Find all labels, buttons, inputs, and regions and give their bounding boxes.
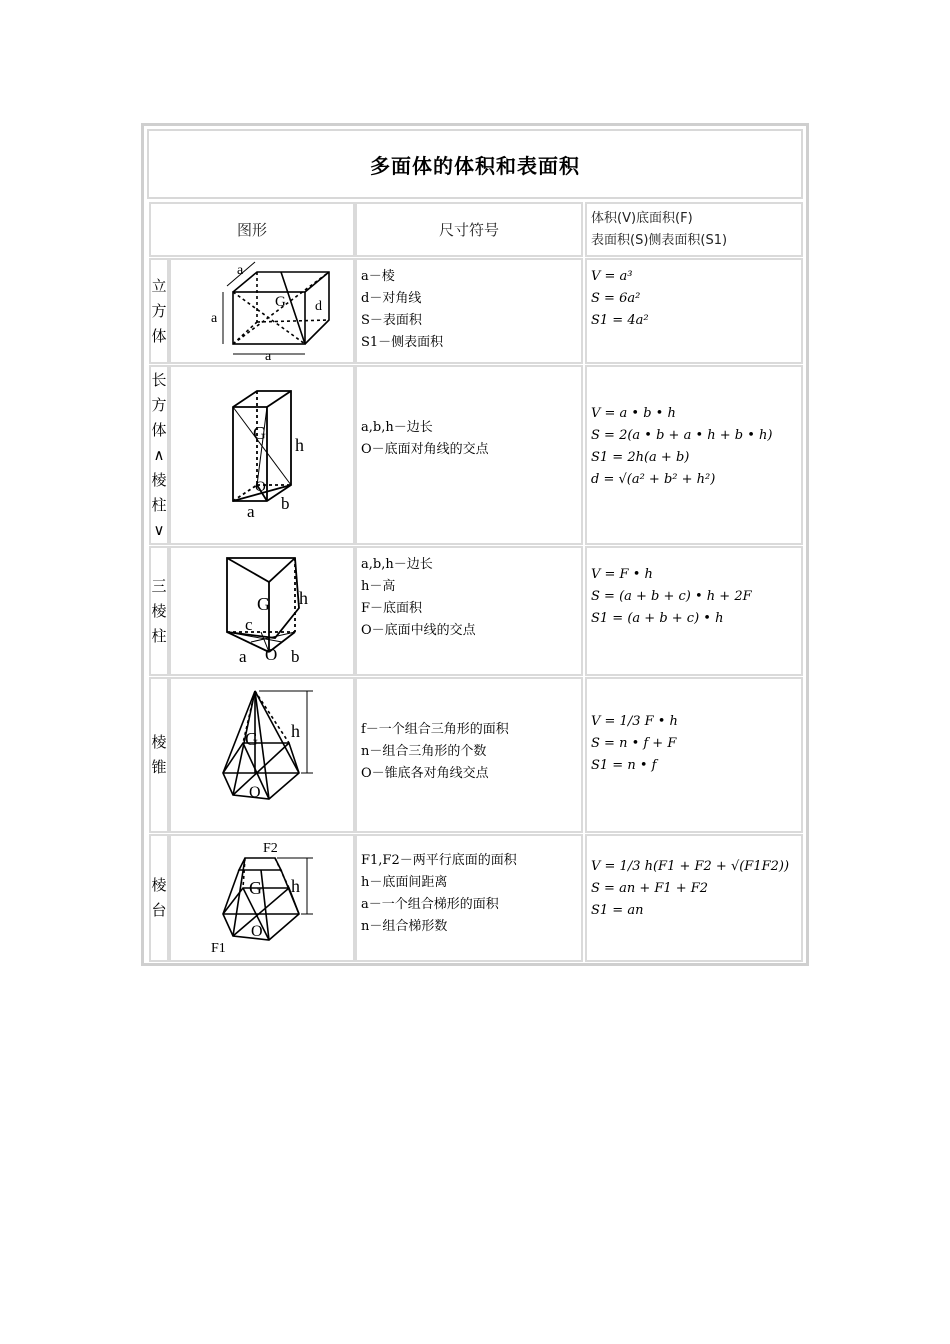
symbols-pyramid (355, 677, 583, 833)
label-b: b (281, 494, 290, 513)
formulas-frustum (585, 834, 803, 962)
label-a-bottom: a (265, 349, 272, 362)
symbol-line: F1,F2－两平行底面的面积 (361, 853, 517, 868)
name-char: 棱 (151, 470, 167, 489)
label-h: h (291, 721, 300, 741)
symbol-line: a－棱 (361, 269, 395, 284)
formula-line: V = a³ (591, 269, 633, 284)
symbol-line: n－组合梯形数 (361, 919, 448, 934)
label-g: G (253, 423, 266, 443)
row-name-cuboid (149, 365, 169, 545)
name-char: 三 (151, 576, 167, 595)
formula-line: S1 = an (591, 903, 644, 918)
label-g: G (257, 594, 270, 614)
symbol-line: O－底面对角线的交点 (361, 442, 489, 457)
cuboid-diagram (171, 367, 353, 543)
name-char: ∧ (153, 445, 165, 464)
triangular-prism-diagram (171, 548, 353, 674)
label-o: O (255, 479, 266, 495)
name-char: 柱 (151, 495, 167, 514)
figure-cuboid (169, 365, 355, 545)
formula-line: S = n • f + F (591, 736, 677, 751)
table-title: 多面体的体积和表面积 (147, 129, 803, 199)
symbol-line: n－组合三角形的个数 (361, 744, 487, 759)
header-formula-line1: 体积(V)底面积(F) (591, 211, 693, 226)
label-a: a (239, 647, 247, 666)
formula-line: V = 1/3 F • h (591, 714, 678, 729)
formula-line: V = F • h (591, 567, 653, 582)
symbol-line: f－一个组合三角形的面积 (361, 722, 509, 737)
symbol-line: S－表面积 (361, 313, 422, 328)
name-char: 方 (151, 301, 167, 320)
label-f1: F1 (211, 941, 226, 956)
symbol-line: S1－侧表面积 (361, 335, 444, 350)
label-h: h (295, 435, 304, 455)
symbol-line: O－底面中线的交点 (361, 623, 476, 638)
symbol-line: O－锥底各对角线交点 (361, 766, 489, 781)
name-char: 体 (151, 420, 167, 439)
name-char: ∨ (153, 520, 165, 539)
symbol-line: d－对角线 (361, 291, 422, 306)
header-figure: 图形 (149, 202, 355, 257)
figure-triangular-prism (169, 546, 355, 676)
symbols-triangular-prism (355, 546, 583, 676)
formula-line: S = (a + b + c) • h + 2F (591, 589, 752, 604)
figure-pyramid (169, 677, 355, 833)
row-name-frustum (149, 834, 169, 962)
label-f2: F2 (263, 841, 278, 856)
symbols-cube (355, 258, 583, 364)
frustum-diagram (171, 836, 353, 960)
formula-line: S1 = 2h(a + b) (591, 450, 690, 465)
formula-line: S1 = n • f (591, 758, 657, 773)
symbols-cuboid (355, 365, 583, 545)
name-char: 棱 (151, 876, 167, 894)
symbol-line: a,b,h－边长 (361, 557, 433, 572)
label-c: c (245, 615, 253, 634)
formula-line: S1 = (a + b + c) • h (591, 611, 724, 626)
name-char: 体 (151, 326, 167, 345)
formula-line: S = 6a² (591, 291, 641, 306)
pyramid-diagram (171, 679, 353, 831)
label-b: b (291, 647, 300, 666)
symbols-frustum (355, 834, 583, 962)
label-h: h (299, 588, 308, 608)
formula-line: V = 1/3 h(F1 + F2 + √(F1F2)) (591, 859, 790, 874)
label-h: h (291, 876, 300, 896)
label-o: O (265, 645, 278, 664)
label-g: G (245, 729, 258, 749)
label-g: G (249, 878, 262, 898)
formula-line: V = a • b • h (591, 406, 676, 421)
header-symbols: 尺寸符号 (355, 202, 583, 257)
cube-diagram (171, 260, 353, 362)
name-char: 棱 (151, 733, 167, 751)
name-char: 台 (151, 901, 167, 919)
formulas-cuboid (585, 365, 803, 545)
formula-line: S = an + F1 + F2 (591, 881, 709, 896)
figure-cube (169, 258, 355, 364)
name-char: 棱 (151, 601, 167, 620)
label-a-left: a (211, 311, 218, 326)
formula-table (141, 123, 809, 966)
label-o: O (251, 923, 263, 940)
header-formula-line2: 表面积(S)侧表面积(S1) (591, 233, 728, 248)
formulas-pyramid (585, 677, 803, 833)
label-g: G (275, 294, 286, 310)
symbol-line: h－高 (361, 579, 396, 594)
row-name-cube (149, 258, 169, 364)
formula-line: d = √(a² + b² + h²) (591, 472, 716, 487)
row-name-triangular-prism (149, 546, 169, 676)
label-a-top: a (237, 263, 244, 278)
formulas-triangular-prism (585, 546, 803, 676)
name-char: 方 (151, 395, 167, 414)
figure-frustum (169, 834, 355, 962)
symbol-line: a,b,h－边长 (361, 420, 433, 435)
label-d: d (315, 299, 322, 314)
row-name-pyramid (149, 677, 169, 833)
name-char: 长 (151, 370, 167, 389)
formulas-cube (585, 258, 803, 364)
name-char: 柱 (151, 626, 167, 645)
label-a: a (247, 502, 255, 521)
symbol-line: a－一个组合梯形的面积 (361, 897, 499, 912)
header-formula (585, 202, 803, 257)
label-o: O (249, 784, 261, 801)
symbol-line: F－底面积 (361, 601, 423, 616)
name-char: 立 (151, 276, 167, 295)
name-char: 锥 (151, 758, 167, 776)
symbol-line: h－底面间距离 (361, 875, 448, 890)
formula-line: S1 = 4a² (591, 313, 649, 328)
formula-line: S = 2(a • b + a • h + b • h) (591, 428, 773, 443)
